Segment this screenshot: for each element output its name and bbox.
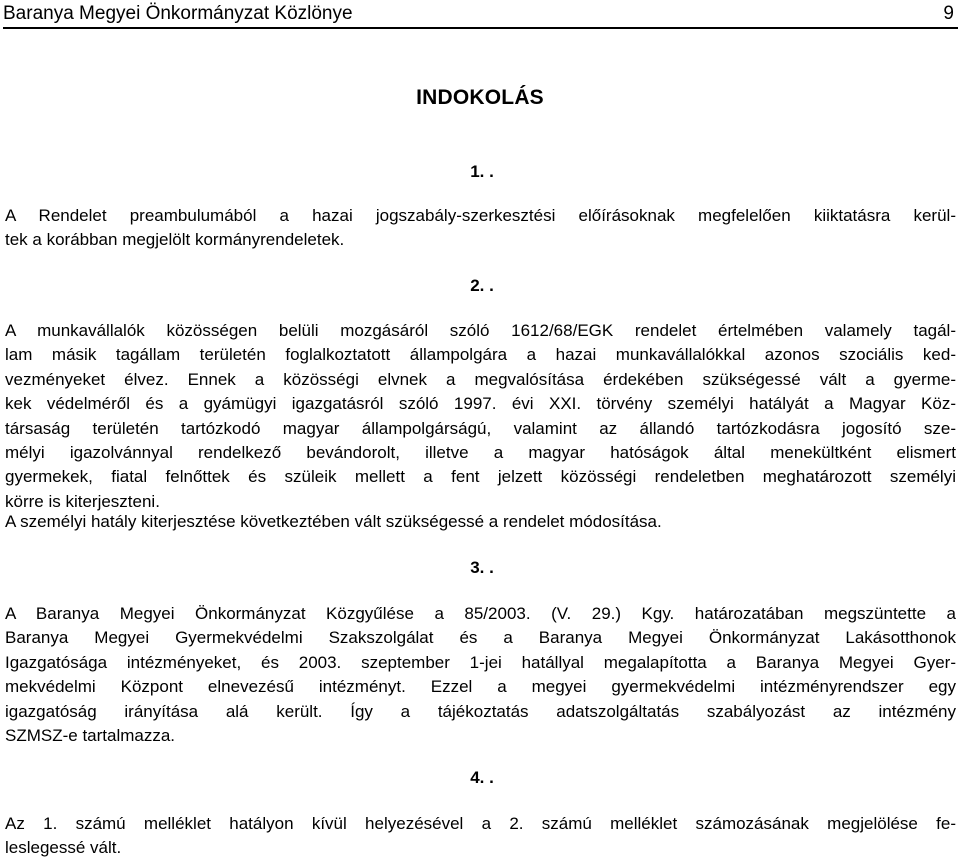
section-number: 2. . <box>470 276 494 295</box>
text-line: SZMSZ-e tartalmazza. <box>5 725 176 745</box>
text-line: mekvédelmi Központ elnevezésű intézményt. Ezzel a megyei gyermekvédelmi intézményrendszer egy <box>5 677 956 697</box>
section-1-paragraph <box>5 204 956 253</box>
running-header <box>3 0 958 29</box>
section-heading-2 <box>0 276 960 296</box>
text-line: Baranya Megyei Gyermekvédelmi Szakszolgálat és a Baranya Megyei Önkormányzat Lakásotthonok <box>5 628 956 648</box>
section-number: 3. . <box>470 558 494 577</box>
text-line: Az 1. számú melléklet hatályon kívül helyezésével a 2. számú melléklet számozásának megjelölése fe- <box>5 814 956 833</box>
section-heading-3 <box>0 558 960 578</box>
text-line: A Baranya Megyei Önkormányzat Közgyűlése a 85/2003. (V. 29.) Kgy. határozatában megszüntette a <box>5 604 956 623</box>
text-line: igazgatóság irányítása alá került. Így a tájékoztatás adatszolgáltatás szabályozást az intézmény <box>5 701 956 721</box>
section-number: 4. . <box>470 768 494 787</box>
text-line: gyermekek, fiatal felnőttek és szüleik mellett a fent jelzett közösségi rendeletben meghatározott személyi <box>5 467 956 487</box>
document-title: INDOKOLÁS <box>416 86 544 109</box>
text-line: Igazgatósága intézményeket, és 2003. szeptember 1-jei hatállyal megalapította a Baranya Megyei Gyer- <box>5 652 956 672</box>
text-line: társaság területén tartózkodó magyar állampolgárságú, valamint az állandó tartózkodásra jogosító sze- <box>5 418 956 438</box>
section-number: 1. . <box>470 162 494 181</box>
text-line: A személyi hatály kiterjesztése következtében vált szükségessé a rendelet módosítása. <box>5 512 662 531</box>
section-2-paragraph-2 <box>5 510 956 534</box>
journal-title: Baranya Megyei Önkormányzat Közlönye <box>3 3 353 24</box>
text-line: körre is kiterjeszteni. <box>5 491 160 511</box>
section-heading-1 <box>0 162 960 182</box>
section-3-paragraph <box>5 602 956 748</box>
section-4-paragraph <box>5 812 956 861</box>
text-line: vezményeket élvez. Ennek a közösségi elvnek a megvalósítása érdekében szükségessé vált a gyerme- <box>5 369 956 389</box>
page-number: 9 <box>943 3 954 24</box>
text-line: tek a korábban megjelölt kormányrendeletek. <box>5 230 345 250</box>
text-line: A Rendelet preambulumából a hazai jogszabály-szerkesztési előírásoknak megfelelően kiiktatásra kerül- <box>5 206 956 225</box>
section-heading-4 <box>0 768 960 788</box>
text-line: leslegessé vált. <box>5 838 122 858</box>
text-line: kek védelméről és a gyámügyi igazgatásról szóló 1997. évi XXI. törvény személyi hatályát a Magyar Köz- <box>5 394 956 414</box>
text-line: mélyi igazolvánnyal rendelkező bevándorolt, illetve a magyar hatóságok által menekültként elismert <box>5 442 956 462</box>
section-2-paragraph-1 <box>5 319 956 514</box>
text-line: lam másik tagállam területén foglalkoztatott állampolgára a hazai munkavállalókkal azonos szociális ked- <box>5 345 956 365</box>
text-line: A munkavállalók közösségen belüli mozgásáról szóló 1612/68/EGK rendelet értelmében valamely tagál- <box>5 321 956 340</box>
